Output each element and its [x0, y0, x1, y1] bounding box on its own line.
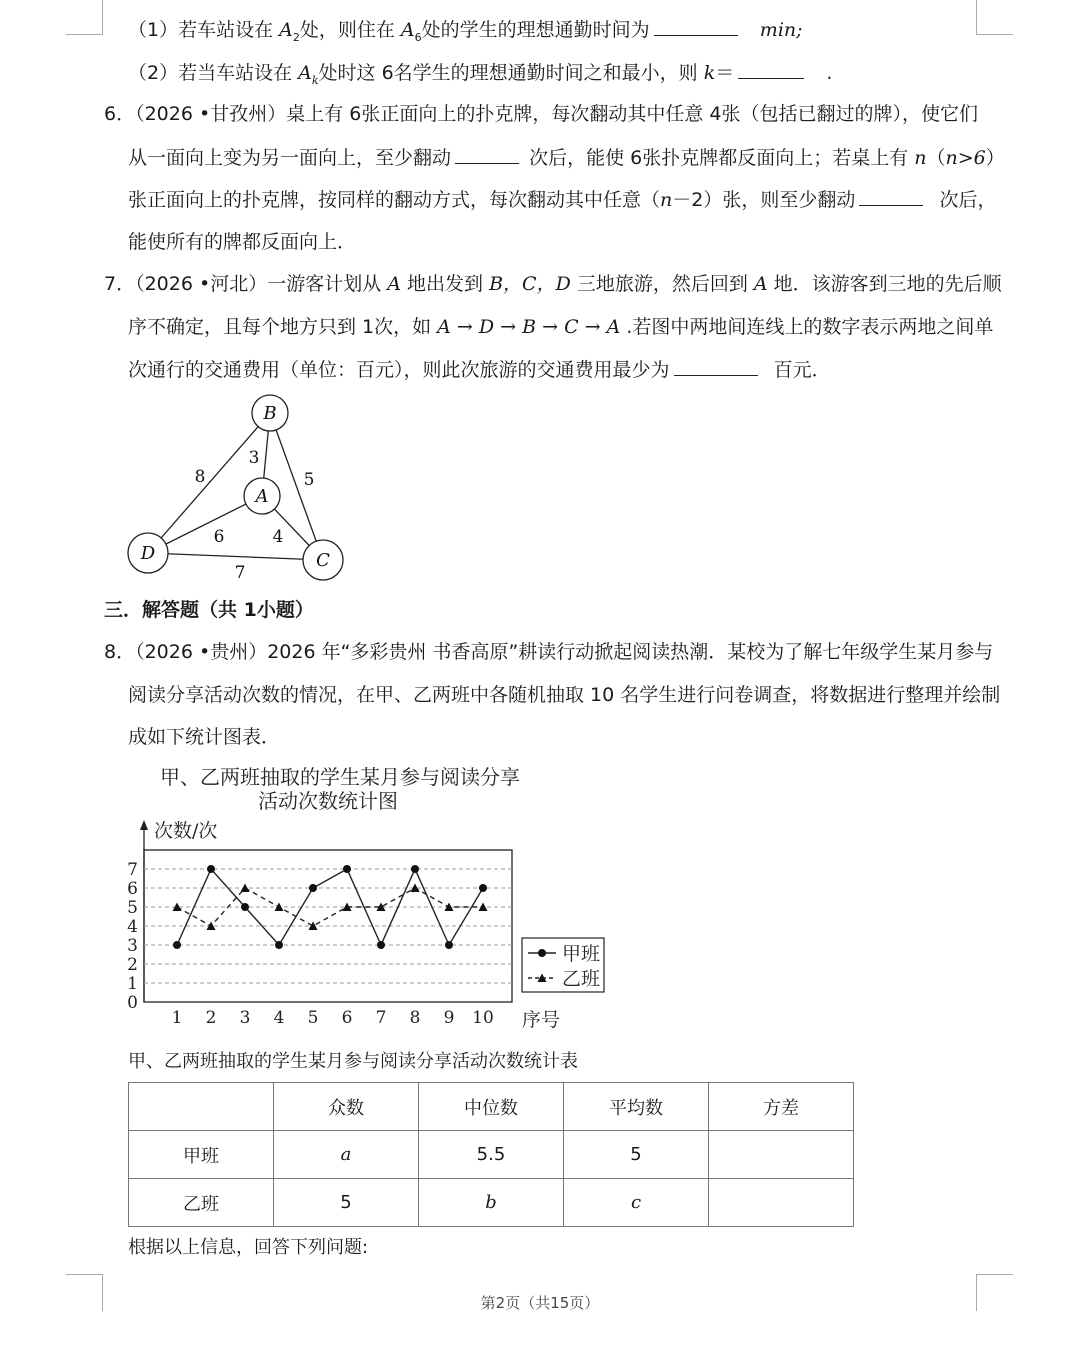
y-tick-label: 6 — [127, 879, 138, 899]
chart-title: 甲、乙两班抽取的学生某月参与阅读分享 — [160, 765, 520, 789]
text: . — [826, 62, 833, 84]
data-point — [479, 884, 487, 892]
y-tick-label: 7 — [127, 860, 138, 880]
page-footer: 第2页（共15页） — [480, 1294, 600, 1312]
table-cell: c — [564, 1179, 709, 1227]
condition: n>6 — [945, 147, 986, 169]
edge-DC — [148, 553, 323, 560]
edge-label-DC: 7 — [234, 563, 246, 583]
x-tick-label: 3 — [239, 1008, 251, 1028]
data-point — [343, 865, 351, 873]
var: n — [914, 147, 927, 169]
table-cell: 5 — [564, 1131, 709, 1179]
x-tick-label: 4 — [273, 1008, 285, 1028]
text: 地出发到 — [400, 273, 490, 295]
data-point — [207, 865, 215, 873]
q6-line1: 6．（2026 •甘孜州）桌上有 6张正面向上的扑克牌，每次翻动其中任意 4张（包括已翻过的牌），使它们 — [104, 103, 978, 125]
data-point — [241, 884, 250, 893]
text: 处时这 6名学生的理想通勤时间之和最小，则 — [318, 62, 704, 84]
y-axis-label: 次数/次 — [154, 820, 218, 842]
text: 从一面向上变为另一面向上，至少翻动 — [128, 147, 452, 169]
edge-label-BD: 8 — [194, 467, 206, 487]
edge-label-AC: 4 — [272, 527, 284, 547]
table-cell: 乙班 — [129, 1179, 274, 1227]
text: （1）若车站设在 — [128, 19, 280, 41]
node-label-A: A — [255, 486, 269, 507]
x-tick-label: 8 — [409, 1008, 421, 1028]
text: 次后， — [939, 189, 997, 211]
data-point — [241, 903, 249, 911]
table-header-row — [129, 1083, 854, 1131]
answer-blank[interactable] — [674, 357, 758, 376]
var: A — [753, 273, 768, 295]
var: n — [660, 189, 673, 211]
q7-line1 — [104, 272, 1004, 296]
table-row — [129, 1131, 854, 1179]
table-header-cell: 中位数 — [419, 1083, 564, 1131]
table-cell: 5 — [274, 1179, 419, 1227]
q8-line2: 阅读分享活动次数的情况，在甲、乙两班中各随机抽取 10 名学生进行问卷调查，将数据进行整理并绘制 — [128, 684, 1001, 706]
route: A → D → B → C → A — [437, 316, 621, 338]
x-tick-label: 1 — [171, 1008, 183, 1028]
unit: min; — [759, 19, 803, 41]
y-tick-label: 4 — [127, 917, 138, 937]
edge-label-AD: 6 — [213, 527, 225, 547]
legend-label: 甲班 — [562, 943, 601, 965]
node-label-C: C — [316, 550, 330, 571]
text: ＝ — [715, 62, 735, 84]
x-tick-label: 10 — [472, 1008, 494, 1028]
x-axis-label: 序号 — [522, 1009, 561, 1031]
table-header-cell: 众数 — [274, 1083, 419, 1131]
text: ） — [985, 147, 1005, 169]
y-tick-label: 3 — [127, 936, 138, 956]
q7-line3 — [128, 357, 1028, 382]
q7-line2 — [128, 315, 1028, 339]
table-header-cell: 方差 — [709, 1083, 854, 1131]
var: A — [279, 19, 293, 41]
text: 地．该游客到三地的先后顺 — [767, 273, 1002, 295]
data-point — [309, 884, 317, 892]
q6-line3 — [128, 187, 1028, 212]
text: 张正面向上的扑克牌，按同样的翻动方式，每次翻动其中任意（ — [128, 189, 661, 211]
q5-part1 — [128, 17, 1028, 50]
text: .若图中两地间连线上的数字表示两地之间单 — [620, 316, 994, 338]
section-title: 三．解答题（共 1小题） — [104, 599, 314, 621]
text: 百元． — [773, 359, 831, 381]
answer-blank[interactable] — [859, 187, 923, 206]
table-header-cell — [129, 1083, 274, 1131]
data-point — [377, 941, 385, 949]
corner-mark-top-left — [66, 0, 103, 35]
text: －2）张，则至少翻动 — [672, 189, 856, 211]
var: A — [400, 19, 415, 41]
x-tick-label: 9 — [443, 1008, 455, 1028]
x-tick-label: 5 — [307, 1008, 319, 1028]
y-tick-label: 1 — [127, 974, 138, 994]
data-point — [411, 865, 419, 873]
subscript: 2 — [292, 30, 300, 44]
data-point — [275, 941, 283, 949]
var: A — [298, 62, 312, 84]
q8-prompt: 根据以上信息，回答下列问题: — [128, 1237, 369, 1258]
data-point — [275, 903, 284, 912]
table-header-cell: 平均数 — [564, 1083, 709, 1131]
text: 序不确定，且每个地方只到 1次，如 — [128, 316, 438, 338]
x-tick-label: 6 — [341, 1008, 353, 1028]
stat-table — [128, 1082, 854, 1227]
chart-subtitle: 活动次数统计图 — [258, 789, 398, 813]
y-axis-arrow — [140, 820, 148, 830]
table-row — [129, 1179, 854, 1227]
legend-label: 乙班 — [562, 968, 601, 990]
table-cell — [709, 1179, 854, 1227]
text: 7．（2026 •河北）一游客计划从 — [104, 273, 388, 295]
x-tick-label: 2 — [205, 1008, 217, 1028]
legend-marker — [538, 949, 546, 957]
q8-line1: 8．（2026 •贵州）2026 年“多彩贵州 书香高原”耕读行动掀起阅读热潮．某校为了解七年级学生某月参与 — [104, 641, 994, 663]
data-point — [445, 941, 453, 949]
subscript: k — [311, 73, 319, 87]
y-tick-label: 0 — [127, 993, 138, 1013]
text: 次后，能使 6张扑克牌都反面向上；若桌上有 — [529, 147, 915, 169]
answer-blank[interactable] — [654, 17, 738, 36]
table-cell — [709, 1131, 854, 1179]
route-graph — [120, 390, 360, 590]
table-cell: a — [274, 1131, 419, 1179]
table-cell: 甲班 — [129, 1131, 274, 1179]
text: 次通行的交通费用（单位：百元），则此次旅游的交通费用最少为 — [128, 359, 670, 381]
node-label-B: B — [263, 403, 277, 424]
q6-line4: 能使所有的牌都反面向上． — [128, 231, 357, 253]
y-tick-label: 5 — [127, 898, 138, 918]
var: A — [387, 273, 401, 295]
var: k — [703, 62, 716, 84]
answer-blank[interactable] — [455, 145, 519, 164]
edge-label-BC: 5 — [303, 470, 315, 490]
table-cell: 5.5 — [419, 1131, 564, 1179]
q5-part2 — [128, 60, 1028, 93]
y-tick-label: 2 — [127, 955, 138, 975]
data-point — [173, 941, 181, 949]
var: B，C，D — [489, 273, 571, 295]
table-title: 甲、乙两班抽取的学生某月参与阅读分享活动次数统计表 — [128, 1051, 578, 1072]
text: （ — [926, 147, 946, 169]
answer-blank[interactable] — [738, 60, 804, 79]
q6-line2 — [128, 145, 1028, 170]
subscript: 6 — [414, 30, 422, 44]
q8-line3: 成如下统计图表． — [128, 726, 281, 748]
data-point — [309, 922, 318, 931]
data-point — [479, 903, 488, 912]
line-chart — [118, 760, 608, 1040]
text: 处的学生的理想通勤时间为 — [421, 19, 650, 41]
node-label-D: D — [140, 543, 156, 564]
text: （2）若当车站设在 — [128, 62, 299, 84]
edge-label-AB: 3 — [248, 448, 260, 468]
text: 三地旅游，然后回到 — [570, 273, 754, 295]
x-tick-label: 7 — [375, 1008, 387, 1028]
text: 处，则住在 — [299, 19, 401, 41]
table-cell: b — [419, 1179, 564, 1227]
